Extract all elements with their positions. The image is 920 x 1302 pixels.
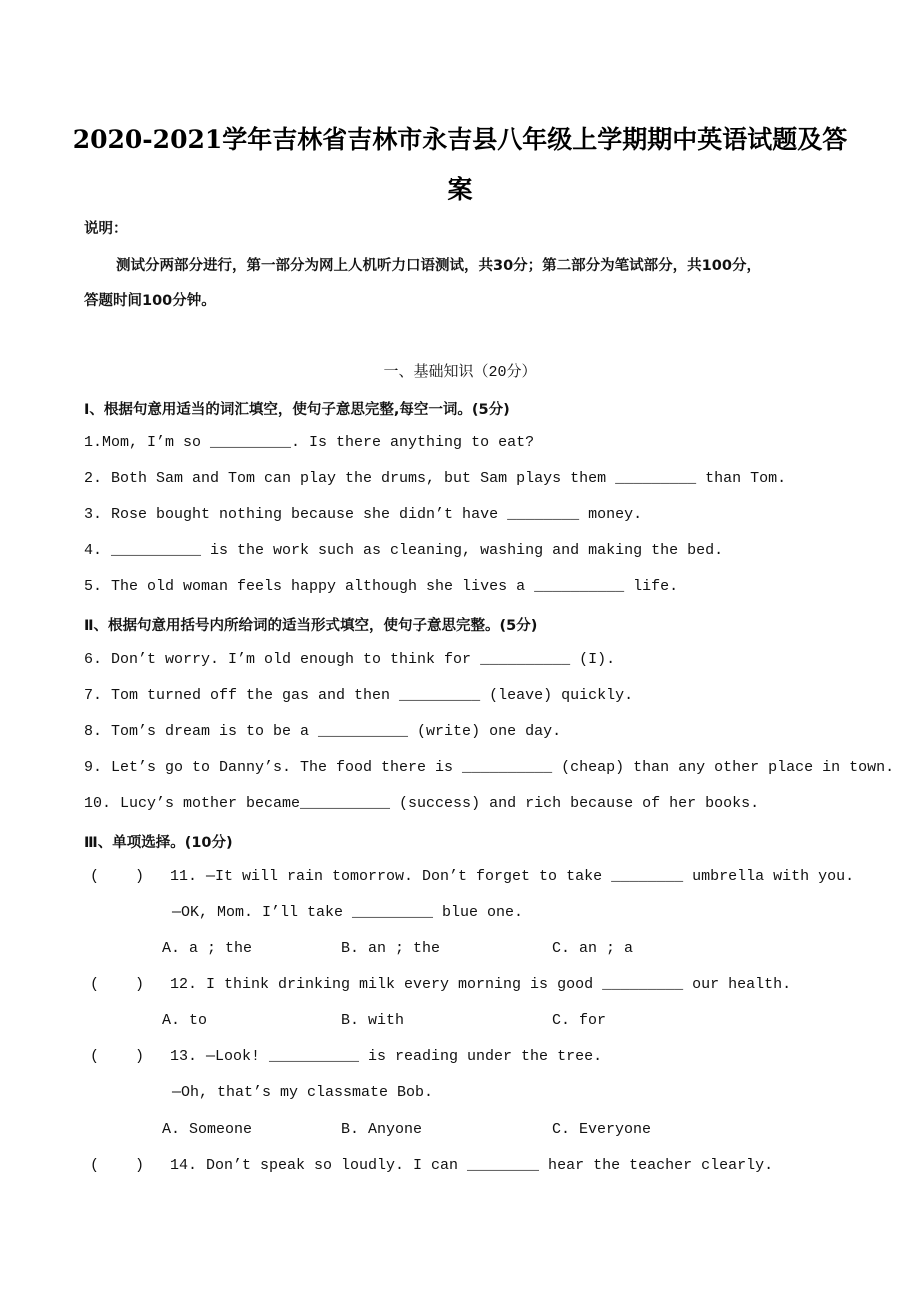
question-14-stem: 14. Don’t speak so loudly. I can ________ hear the teacher clearly. [170,1157,774,1174]
question-5: 5. The old woman feels happy although she lives a __________ life. [84,578,679,595]
question-13-option-b: B. Anyone [341,1121,423,1138]
question-6: 6. Don’t worry. I’m old enough to think for __________ (I). [84,651,616,668]
question-10: 10. Lucy’s mother became__________ (success) and rich because of her books. [84,795,760,812]
question-11-option-c: C. an ; a [552,940,634,957]
question-12-option-a: A. to [162,1012,208,1029]
question-11-option-b: B. an ; the [341,940,441,957]
question-11-reply: —OK, Mom. I’ll take _________ blue one. [172,904,524,921]
question-2: 2. Both Sam and Tom can play the drums, but Sam plays them _________ than Tom. [84,470,787,487]
answer-bracket: ( ) [90,1048,145,1065]
question-11 [90,868,854,885]
document-title-line-1: 2020-2021学年吉林省吉林市永吉县八年级上学期期中英语试题及答 [72,125,848,154]
note-text-line-2: 答题时间100分钟。 [84,293,216,309]
question-13-stem: 13. —Look! __________ is reading under the tree. [170,1048,603,1065]
question-11-stem: 11. —It will rain tomorrow. Don’t forget to take ________ umbrella with you. [170,868,855,885]
question-3: 3. Rose bought nothing because she didn’t have ________ money. [84,506,643,523]
answer-bracket: ( ) [90,1157,145,1174]
section-heading-basic-knowledge: 一、基础知识（20分） [383,364,537,381]
question-13-reply: —Oh, that’s my classmate Bob. [172,1084,434,1101]
question-1: 1.Mom, I’m so _________. Is there anything to eat? [84,434,535,451]
question-8: 8. Tom’s dream is to be a __________ (write) one day. [84,723,562,740]
question-12-option-b: B. with [341,1012,405,1029]
question-13 [90,1048,602,1065]
question-13-option-c: C. Everyone [552,1121,652,1138]
answer-bracket: ( ) [90,868,145,885]
document-title-line-2: 案 [447,175,473,204]
question-4: 4. __________ is the work such as cleaning, washing and making the bed. [84,542,724,559]
answer-bracket: ( ) [90,976,145,993]
question-12-stem: 12. I think drinking milk every morning is good _________ our health. [170,976,792,993]
part-1-heading: Ⅰ、根据句意用适当的词汇填空，使句子意思完整,每空一词。(5分) [84,402,510,418]
part-2-heading: Ⅱ、根据句意用括号内所给词的适当形式填空，使句子意思完整。(5分) [84,618,538,634]
question-12 [90,976,791,993]
question-11-option-a: A. a ; the [162,940,253,957]
note-text-line-1: 测试分两部分进行，第一部分为网上人机听力口语测试，共30分；第二部分为笔试部分，共100分， [116,258,761,274]
question-14 [90,1157,773,1174]
question-13-option-a: A. Someone [162,1121,253,1138]
question-9: 9. Let’s go to Danny’s. The food there is __________ (cheap) than any other place in town. [84,759,895,776]
part-3-heading: Ⅲ、单项选择。(10分) [84,835,233,851]
question-7: 7. Tom turned off the gas and then _________ (leave) quickly. [84,687,634,704]
question-12-option-c: C. for [552,1012,607,1029]
note-label: 说明： [84,221,128,237]
